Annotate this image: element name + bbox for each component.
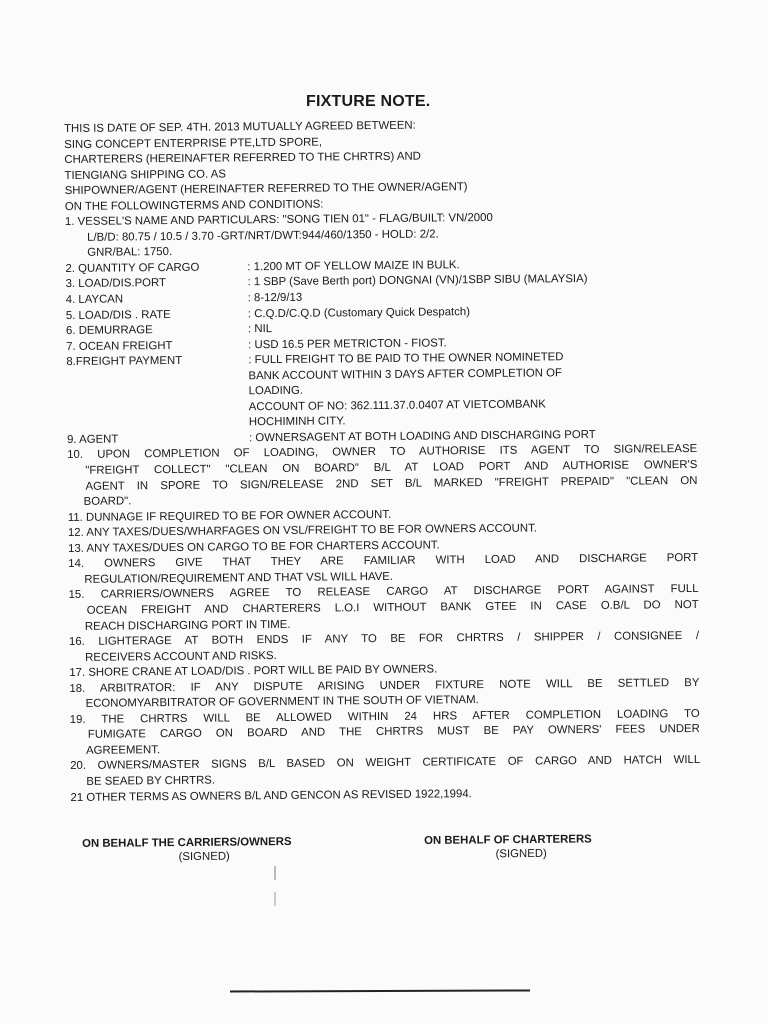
term-key: 3. LOAD/DIS.PORT: [65, 277, 167, 291]
owners-signature-label: ON BEHALF THE CARRIERS/OWNERS: [82, 835, 292, 850]
term-18-line: ECONOMYARBITRATOR OF GOVERNMENT IN THE SOUTH OF VIETNAM.: [85, 694, 479, 711]
document-title: FIXTURE NOTE.: [306, 93, 431, 110]
term-15-line: OCEAN FREIGHT AND CHARTERERS L.O.I WITHOUT BANK GTEE IN CASE O.B/L DO NOT: [86, 598, 699, 617]
term-10-line: BOARD".: [83, 495, 132, 508]
term-18-line: 18. ARBITRATOR: IF ANY DISPUTE ARISING UNDER FIXTURE NOTE WILL BE SETTLED BY: [69, 676, 700, 695]
term-10-line: 10. UPON COMPLETION OF LOADING, OWNER TO AUTHORISE ITS AGENT TO SIGN/RELEASE: [67, 443, 698, 462]
term-19-line: AGREEMENT.: [85, 743, 161, 757]
footer-rule: [230, 989, 530, 992]
term-19-line: 19. THE CHRTRS WILL BE ALLOWED WITHIN 24 HRS AFTER COMPLETION LOADING TO: [69, 707, 700, 726]
term-8-continuation: BANK ACCOUNT WITHIN 3 DAYS AFTER COMPLETION OF: [248, 366, 562, 382]
term-8-continuation: LOADING.: [248, 385, 304, 398]
term-key: 2. QUANTITY OF CARGO: [65, 261, 200, 275]
term-value: : OWNERSAGENT AT BOTH LOADING AND DISCHARGING PORT: [248, 428, 596, 445]
charterers-signature-label: ON BEHALF OF CHARTERERS: [424, 833, 592, 847]
term-16-line: 16. LIGHTERAGE AT BOTH ENDS IF ANY TO BE FOR CHRTRS / SHIPPER / CONSIGNEE /: [68, 629, 700, 649]
intro-line: THIS IS DATE OF SEP. 4TH. 2013 MUTUALLY AGREED BETWEEN:: [64, 119, 416, 135]
term-15-line: 15. CARRIERS/OWNERS AGREE TO RELEASE CARGO AT DISCHARGE PORT AGAINST FULL: [68, 583, 699, 602]
owners-signed-text: (SIGNED): [178, 850, 230, 864]
intro-line: CHARTERERS (HEREINAFTER REFERRED TO THE CHRTRS) AND: [64, 150, 421, 167]
term-13: 13. ANY TAXES/DUES ON CARGO TO BE FOR CHARTERS ACCOUNT.: [68, 539, 440, 555]
term-14-line: REGULATION/REQUIREMENT AND THAT VSL WILL HAVE.: [84, 570, 394, 586]
term-key: 5. LOAD/DIS . RATE: [65, 308, 171, 322]
term-1-vessel: 1. VESSEL'S NAME AND PARTICULARS: "SONG TIEN 01" - FLAG/BUILT: VN/2000: [64, 212, 493, 229]
term-value: : FULL FREIGHT TO BE PAID TO THE OWNER NOMINETED: [248, 351, 564, 367]
term-19-line: FUMIGATE CARGO ON BOARD AND THE CHRTRS MUST BE PAY OWNERS' FEES UNDER: [87, 723, 700, 742]
term-value: : 1.200 MT OF YELLOW MAIZE IN BULK.: [247, 259, 460, 274]
term-1-gnr-bal: GNR/BAL: 1750.: [87, 246, 173, 260]
charterers-signed-text: (SIGNED): [495, 847, 547, 861]
charterers-signature-block: [424, 833, 618, 861]
term-11: 11. DUNNAGE IF REQUIRED TO BE FOR OWNER ACCOUNT.: [67, 508, 392, 524]
term-value: : 8-12/9/13: [247, 291, 303, 305]
term-key: 6. DEMURRAGE: [65, 324, 153, 338]
scan-artifact: [274, 866, 276, 880]
term-16-line: RECEIVERS ACCOUNT AND RISKS.: [85, 649, 277, 664]
term-20-line: BE SEAED BY CHRTRS.: [86, 774, 216, 788]
term-value: : C.Q.D/C.Q.D (Customary Quick Despatch): [247, 305, 471, 320]
intro-line: TIENGIANG SHIPPING CO. AS: [64, 168, 226, 182]
term-8-continuation: ACCOUNT OF NO: 362.111.37.0.0407 AT VIETCOMBANK: [248, 398, 546, 414]
term-key: 8.FREIGHT PAYMENT: [66, 355, 183, 369]
intro-line: SING CONCEPT ENTERPRISE PTE,LTD SPORE,: [64, 136, 323, 151]
term-21: 21 OTHER TERMS AS OWNERS B/L AND GENCON AS REVISED 1922,1994.: [70, 787, 472, 804]
term-10-line: "FREIGHT COLLECT" "CLEAN ON BOARD" B/L AT LOAD PORT AND AUTHORISE OWNER'S: [85, 458, 698, 477]
term-20-line: 20. OWNERS/MASTER SIGNS B/L BASED ON WEIGHT CERTIFICATE OF CARGO AND HATCH WILL: [70, 754, 701, 773]
term-1-dimensions: L/B/D: 80.75 / 10.5 / 3.70 -GRT/NRT/DWT:944/460/1350 - HOLD: 2/2.: [87, 228, 439, 244]
term-value: : 1 SBP (Save Berth port) DONGNAI (VN)/1SBP SIBU (MALAYSIA): [247, 273, 588, 289]
term-value: : USD 16.5 PER METRICTON - FIOST.: [248, 336, 447, 351]
term-15-line: REACH DISCHARGING PORT IN TIME.: [84, 618, 291, 633]
term-key: 7. OCEAN FREIGHT: [66, 339, 173, 353]
intro-line: ON THE FOLLOWINGTERMS AND CONDITIONS:: [64, 198, 324, 213]
term-8-continuation: HOCHIMINH CITY.: [248, 415, 346, 429]
document-body: [64, 116, 701, 806]
term-17: 17. SHORE CRANE AT LOAD/DIS . PORT WILL BE PAID BY OWNERS.: [69, 663, 438, 680]
term-key: 9. AGENT: [66, 433, 119, 446]
intro-line: SHIPOWNER/AGENT (HEREINAFTER REFERRED TO THE OWNER/AGENT): [64, 181, 468, 198]
term-12: 12. ANY TAXES/DUES/WHARFAGES ON VSL/FREIGHT TO BE FOR OWNERS ACCOUNT.: [67, 522, 537, 540]
owners-signature-block: [82, 836, 326, 864]
term-14-line: 14. OWNERS GIVE THAT THEY ARE FAMILIAR WITH LOAD AND DISCHARGE PORT: [68, 552, 699, 571]
scan-artifact: [274, 892, 276, 906]
term-key: 4. LAYCAN: [65, 293, 124, 307]
term-value: : NIL: [247, 323, 273, 336]
term-10-line: AGENT IN SPORE TO SIGN/RELEASE 2ND SET B/L MARKED "FREIGHT PREPAID" "CLEAN ON: [85, 474, 698, 493]
